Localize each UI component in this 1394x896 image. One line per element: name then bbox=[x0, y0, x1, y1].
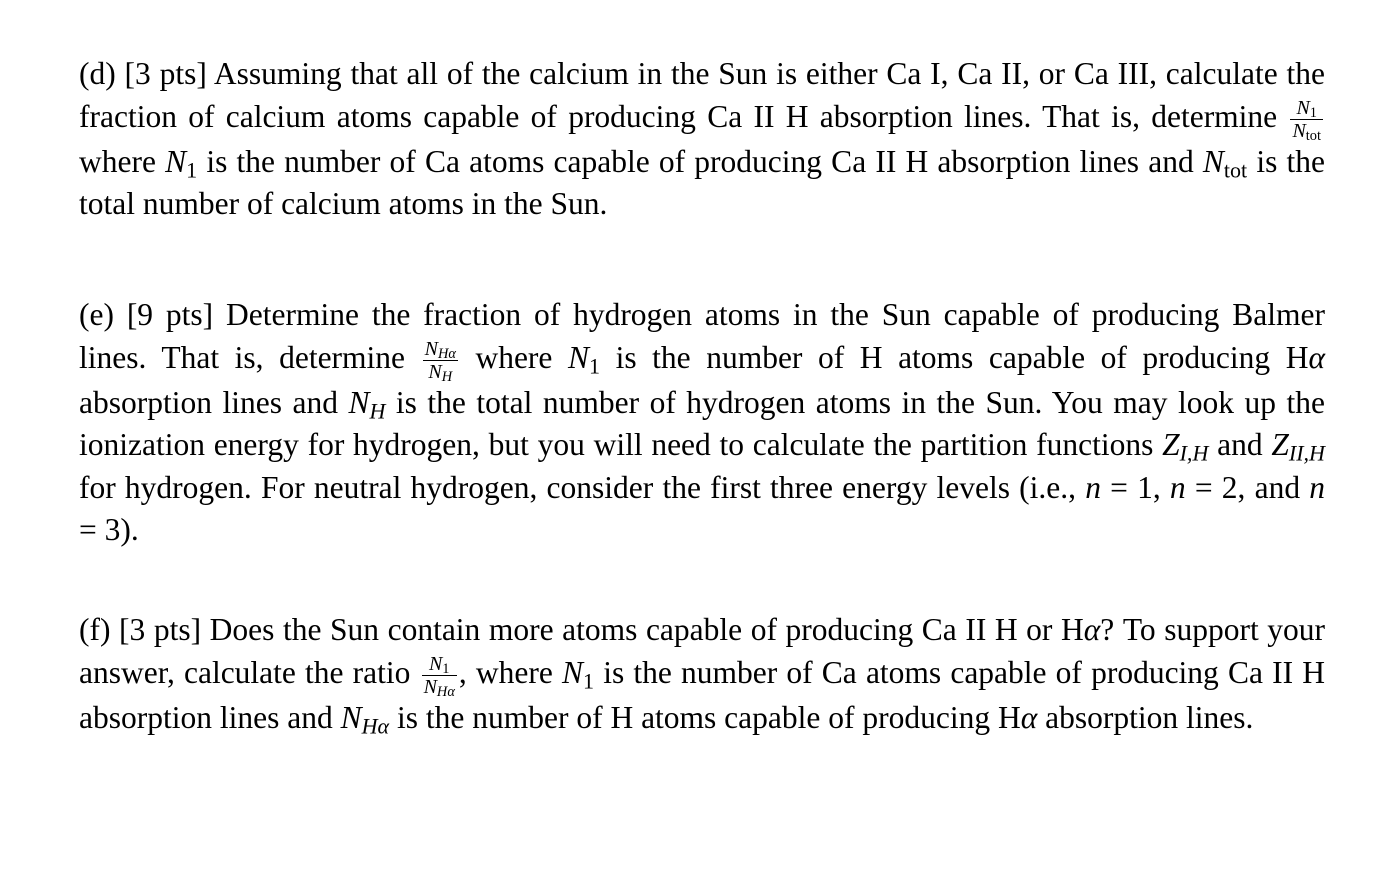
var-n1: $N_1$ bbox=[165, 143, 198, 183]
var-z-i-h: $Z_{I,H}$ bbox=[1162, 427, 1209, 466]
alpha-symbol: α bbox=[1308, 339, 1325, 375]
problem-part-e: (e) [9 pts] Determine the fraction of hydrogen atoms in the Sun capable of producing Balmer lines. That is, determine $\frac{N_{H\alpha}}{N_H}$ where $N_1$ is the number of H atoms capable of producing Hα absorption lines and $N_H$ is the total number of hydrogen atoms in the Sun. You may look up the ionization energy for hydrogen, but you will need to calculate the partition functions $Z_{I,H}$ and $Z_{II,H}$ for hydrogen. For neutral hydrogen, consider the first three energy levels (i.e., n = 1, n = 2, and n = 3). bbox=[79, 297, 1326, 548]
var-nha: $N_{H\alpha}$ bbox=[340, 699, 390, 739]
part-f-label: (f) [3 pts] bbox=[79, 612, 202, 647]
problem-part-f: (f) [3 pts] Does the Sun contain more atoms capable of producing Ca II H or Hα? To support your answer, calculate the ratio $\frac{N_1}{N_{H\alpha}}$ , where $N_1$ is the number of Ca atoms capable of producing Ca II H absorption lines and $N_{H\alpha}$ is the number of H atoms capable of producing Hα absorption lines. bbox=[79, 612, 1325, 739]
var-n: n bbox=[1309, 469, 1326, 505]
part-e-text: Determine the fraction of hydrogen atoms in the Sun capable of producing Balmer lines. That is, determine bbox=[79, 297, 1325, 375]
fraction-nha-over-nh: $\frac{N_{H\alpha}}{N_H}$ bbox=[424, 337, 456, 385]
part-f-text: Does the Sun contain more atoms capable of producing Ca II H or H bbox=[201, 612, 1084, 647]
alpha-symbol: α bbox=[1020, 699, 1038, 735]
part-d-text: Assuming that all of the calcium in the Sun is either Ca I, Ca II, or Ca III, calculate the fraction of calcium atoms capable of producing Ca II H absorption lines. That is, determine bbox=[79, 56, 1325, 134]
alpha-symbol: α bbox=[1083, 612, 1101, 647]
var-z-ii-h: $Z_{II,H}$ bbox=[1271, 427, 1325, 466]
var-n1: $N_1$ bbox=[567, 339, 601, 378]
problem-part-d: (d) [3 pts] Assuming that all of the calcium in the Sun is either Ca I, Ca II, or Ca III, calculate the fraction of calcium atoms capable of producing Ca II H absorption lines. That is, determine $\frac{N_1}{N_{tot}}$ where $N_1$ is the number of Ca atoms capable of producing Ca II H absorption lines and $N_{tot}$ is the total number of calcium atoms in the Sun. bbox=[79, 56, 1326, 222]
var-nh: $N_H$ bbox=[348, 384, 386, 424]
var-n: n bbox=[1085, 469, 1101, 505]
part-d-label: (d) [3 pts] bbox=[79, 56, 207, 91]
var-ntot: $N_{tot}$ bbox=[1202, 143, 1248, 183]
fraction-n1-over-ntot: $\frac{N_1}{N_{tot}}$ bbox=[1292, 96, 1321, 144]
var-n1: $N_1$ bbox=[562, 654, 595, 693]
part-e-label: (e) [9 pts] bbox=[79, 297, 214, 332]
fraction-n1-over-nha: $\frac{N_1}{N_{H\alpha}}$ bbox=[423, 652, 455, 700]
var-n: n bbox=[1169, 469, 1186, 505]
